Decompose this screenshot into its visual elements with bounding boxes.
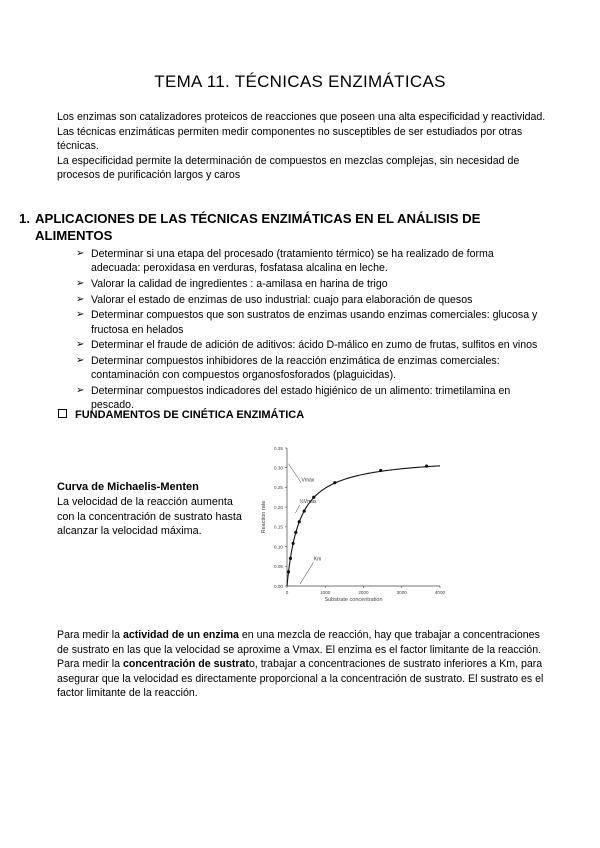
list-item-text: Valorar el estado de enzimas de uso industrial: cuajo para elaboración de quesos (91, 293, 473, 306)
conclusion-paragraph (57, 657, 547, 701)
section-heading (19, 210, 539, 244)
intro (57, 110, 547, 183)
y-tick-label: 0.35 (274, 445, 283, 451)
y-tick-label: 0.10 (274, 544, 283, 550)
data-point (298, 520, 301, 523)
conclusions (57, 628, 547, 701)
subsection-heading (58, 409, 304, 421)
arrow-bullet-icon: ➢ (76, 248, 85, 259)
subsection-title: FUNDAMENTOS DE CINÉTICA ENZIMÁTICA (75, 409, 305, 421)
arrow-bullet-icon: ➢ (76, 309, 85, 321)
half-vmax-pointer (295, 505, 299, 513)
michaelis-menten-chart (252, 440, 452, 610)
list-item (76, 277, 546, 291)
bold-term: concentración de sustrat (122, 658, 249, 671)
page-title: TEMA 11. TÉCNICAS ENZIMÁTICAS (154, 72, 446, 91)
y-tick-label: 0.20 (274, 504, 283, 510)
applications-list (76, 247, 546, 414)
y-tick-label: 0.15 (274, 524, 283, 530)
intro-paragraph: Las técnicas enzimáticas permiten medir componentes no susceptibles de ser estudiados por otras técnicas. (57, 125, 523, 153)
list-item (76, 338, 546, 352)
list-item-text: Valorar la calidad de ingredientes : a-amilasa en harina de trigo (91, 278, 388, 290)
arrow-bullet-icon: ➢ (76, 278, 85, 289)
data-point (379, 469, 382, 472)
arrow-bullet-icon: ➢ (76, 354, 85, 366)
list-item (76, 354, 546, 383)
curve-description: La velocidad de la reacción aumenta con la concentración de sustrato hasta alcanzar la velocidad máxima. (57, 496, 242, 537)
list-item-text: Determinar si una etapa del procesado (tratamiento térmico) se ha realizado de forma adecuada: peroxidasa en verduras, fosfatasa alcalina en leche. (91, 248, 494, 275)
data-point (333, 481, 336, 484)
y-tick-label: 0.00 (274, 583, 283, 589)
data-point (294, 531, 297, 534)
text-span: Para medir la (57, 658, 123, 671)
list-item (76, 247, 546, 276)
data-point (289, 557, 292, 560)
square-bullet-icon (58, 409, 67, 418)
data-point (303, 509, 306, 512)
list-item (76, 308, 546, 337)
section-title: APLICACIONES DE LAS TÉCNICAS ENZIMÁTICAS EN EL ANÁLISIS DE ALIMENTOS (35, 211, 481, 243)
vmax-pointer (289, 464, 302, 483)
x-tick-label: 2000 (358, 590, 369, 595)
data-point (287, 570, 290, 573)
list-item-text: Determinar compuestos inhibidores de la reacción enzimática de enzimas comerciales: contaminación con compuestos organosfosforados (plaguicidas). (91, 354, 500, 382)
text-span: o, trabajar a concentraciones de sustrato inferiores a Km, para asegurar que la velocidad es directamente proporcional a la concentración de sustrato. El sustrato es el factor limitante de la reacción. (57, 658, 544, 700)
half-vmax-label: ½Vmax (299, 499, 317, 506)
arrow-bullet-icon: ➢ (76, 384, 85, 396)
arrow-bullet-icon: ➢ (76, 339, 85, 351)
list-item (76, 293, 546, 307)
x-tick-label: 1000 (320, 590, 331, 595)
y-tick-label: 0.30 (274, 465, 283, 471)
list-item-text: Determinar el fraude de adición de aditivos: ácido D-málico en zumo de frutas, sulfitos en vinos (91, 339, 538, 352)
text-span: en una mezcla de reacción, hay que trabajar a concentraciones de sustrato en las que la velocidad se aproxime a Vmax. El enzima es el factor limitante de la reacción. (57, 629, 542, 656)
x-tick-label: 3000 (396, 590, 407, 595)
km-label: Km (313, 556, 322, 563)
x-axis-label: Substrate concentration (324, 597, 383, 603)
y-tick-label: 0.05 (274, 564, 283, 570)
data-point (425, 465, 428, 468)
curve-title: Curva de Michaelis-Menten (57, 481, 199, 493)
data-point (292, 542, 295, 545)
km-pointer (300, 562, 313, 584)
text-span: Para medir la (57, 629, 123, 641)
section-number: 1. (19, 211, 30, 226)
x-tick-label: 0 (285, 590, 289, 595)
list-item-text: Determinar compuestos que son sustratos de enzimas usando enzimas comerciales: glucosa y fructosa en helados (91, 309, 538, 336)
arrow-bullet-icon: ➢ (76, 293, 85, 305)
bold-term: actividad de un enzima (122, 629, 239, 641)
intro-paragraph: Los enzimas son catalizadores proteicos de reacciones que poseen una alta especificidad y reactividad. (57, 111, 546, 123)
conclusion-paragraph (57, 628, 547, 657)
y-axis-label: Reaction rate (261, 500, 267, 534)
intro-paragraph: La especificidad permite la determinación de compuestos en mezclas complejas, sin necesidad de procesos de purificación largos y caros (57, 154, 520, 182)
x-tick-label: 4000 (434, 590, 446, 595)
vmax-label: Vmax (301, 477, 315, 484)
chart-svg (252, 440, 452, 605)
list-item-text: Determinar compuestos indicadores del estado higiénico de un alimento: trimetilamina en pescado. (91, 384, 511, 412)
y-tick-label: 0.25 (274, 485, 283, 491)
